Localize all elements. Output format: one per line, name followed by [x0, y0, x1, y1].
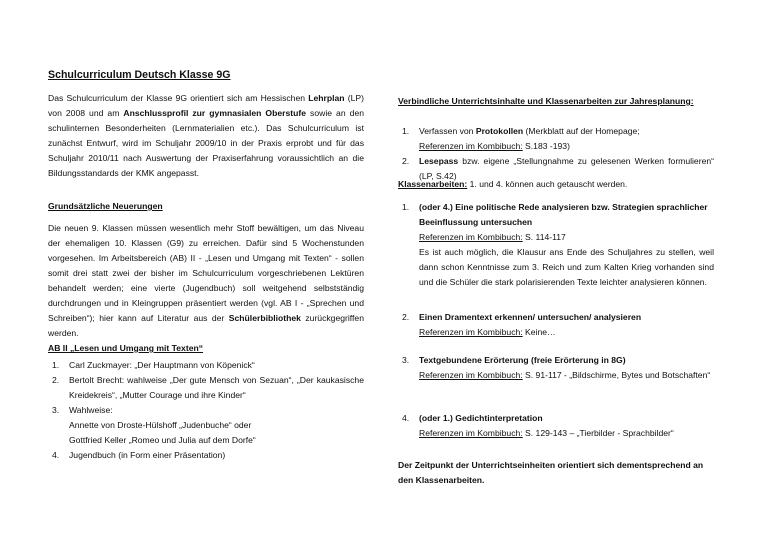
schuelerbibliothek-bold: Schülerbibliothek: [228, 313, 301, 323]
list-number: 3.: [52, 405, 60, 415]
list-item-text: Wahlweise:: [69, 405, 113, 415]
intro-text-1: Das Schulcurriculum der Klasse 9G orientiert sich am Hessischen: [48, 93, 309, 103]
list-number: 1.: [52, 360, 60, 370]
reference-label: Referenzen im Kombibuch:: [419, 141, 523, 151]
klassenarbeiten-text: 1. und 4. können auch getauscht werden.: [467, 179, 628, 189]
lektueren-list: [48, 358, 364, 463]
footer-note: Der Zeitpunkt der Unterrichtseinheiten orientiert sich dementsprechend an den Klassenarbeiten.: [398, 460, 704, 485]
list-item: [398, 124, 714, 154]
list-item: [398, 310, 714, 340]
list-number: 2.: [402, 156, 410, 166]
intro-text-2: (LP) von 2008 und am: [48, 93, 365, 118]
list-item: [398, 411, 714, 441]
neuerungen-heading: Grundsätzliche Neuerungen: [48, 201, 163, 211]
list-number: 3.: [402, 355, 410, 365]
reference-text: S.183 -193): [522, 141, 570, 151]
list-item: [48, 373, 364, 403]
item-text: Verfassen von: [419, 126, 476, 136]
intro-bold-lehrplan: Lehrplan: [308, 93, 345, 103]
list-item: [398, 200, 714, 290]
item-text: (Merkblatt auf der Homepage;: [523, 126, 640, 136]
list-number: 1.: [402, 126, 410, 136]
ka-title: Textgebundene Erörterung (freie Erörterung in 8G): [419, 355, 626, 365]
list-item: [48, 403, 364, 448]
neuerungen-text-2: zurückgegriffen werden.: [48, 313, 364, 338]
list-item: [398, 353, 714, 383]
intro-text-3: sowie an den schulinternen Besonderheiten (Lernmaterialien etc.). Das Schulcurriculum ist zunächst Entwurf, wird im Schuljahr 2009/10 in der Praxis erprobt und für das Schuljahr 2010/11 nach Auswertung der Praxiserfahrung voraussichtlich an die Bildungsstandards der KMK angepasst.: [48, 108, 364, 178]
ab-ii-heading: AB II „Lesen und Umgang mit Texten“: [48, 343, 204, 353]
intro-paragraph: [48, 91, 364, 181]
reference-text: S. 129-143 – „Tierbilder - Sprachbilder“: [522, 428, 674, 438]
list-number: 1.: [402, 202, 410, 212]
list-item: [48, 358, 364, 373]
reference-text: Keine…: [522, 327, 556, 337]
intro-bold-anschlussprofil: Anschlussprofil zur gymnasialen Oberstufe: [123, 108, 307, 118]
lesepass-bold: Lesepass: [419, 156, 459, 166]
list-number: 4.: [52, 450, 60, 460]
reference-label: Referenzen im Kombibuch:: [419, 370, 523, 380]
list-item-text: Carl Zuckmayer: „Der Hauptmann von Köpenick“: [69, 360, 255, 370]
ka-title: (oder 4.) Eine politische Rede analysieren bzw. Strategien sprachlicher Beeinflussung untersuchen: [419, 202, 708, 227]
item-text: bzw. eigene „Stellungnahme zu gelesenen Werken formulieren“ (LP, S.42): [419, 156, 714, 181]
reference-label: Referenzen im Kombibuch:: [419, 428, 523, 438]
ka-note: Es ist auch möglich, die Klausur ans Ende des Schuljahres zu stellen, weil dann schon Kenntnisse zum 3. Reich und zum Kalten Krieg vorhanden sind und die Schüler die stark polarisierenden Texte leichter analysieren können.: [419, 247, 714, 287]
list-subitem: Annette von Droste-Hülshoff „Judenbuche“ oder: [69, 420, 252, 430]
neuerungen-text-1: Die neuen 9. Klassen müssen wesentlich mehr Stoff bewältigen, um das Niveau der ehemaligen 10. Klassen (G9) zu erreichen. Dafür sind 5 Wochenstunden vorgesehen. Im Arbeitsbereich (AB) II - „Lesen und Umgang mit Texten“ - sollen somit drei statt zwei der bisher im Schulcurriculum vorgeschriebenen Lektüren behandelt werden; eine vierte (Jugendbuch) soll weitgehend selbstständig durchdrungen und in Kleingruppen präsentiert werden (vgl. AB I - „Sprechen und Schreiben“); hier kann auf Literatur aus der: [48, 223, 364, 323]
list-number: 4.: [402, 413, 410, 423]
reference-label: Referenzen im Kombibuch:: [419, 232, 523, 242]
ka-title: (oder 1.) Gedichtinterpretation: [419, 413, 543, 423]
document-title: Schulcurriculum Deutsch Klasse 9G: [48, 69, 231, 81]
klassenarbeiten-label: Klassenarbeiten:: [398, 179, 468, 189]
list-item-text: Bertolt Brecht: wahlweise „Der gute Mensch von Sezuan“, „Der kaukasische Kreidekreis“, „Mutter Courage und ihre Kinder“: [69, 375, 364, 400]
neuerungen-paragraph: [48, 221, 364, 356]
klassenarbeiten-line: [398, 177, 627, 192]
ka-title: Einen Dramentext erkennen/ untersuchen/ analysieren: [419, 312, 642, 322]
protokollen-bold: Protokollen: [475, 126, 524, 136]
list-item: [48, 448, 364, 463]
list-subitem: Gottfried Keller „Romeo und Julia auf dem Dorfe“: [69, 435, 256, 445]
reference-text: S. 91-117 - „Bildschirme, Bytes und Botschaften“: [522, 370, 711, 380]
reference-text: S. 114-117: [522, 232, 566, 242]
list-number: 2.: [402, 312, 410, 322]
list-item-text: Jugendbuch (in Form einer Präsentation): [69, 450, 226, 460]
list-number: 2.: [52, 375, 60, 385]
jahresplanung-heading: Verbindliche Unterrichtsinhalte und Klassenarbeiten zur Jahresplanung:: [398, 96, 694, 106]
reference-label: Referenzen im Kombibuch:: [419, 327, 523, 337]
